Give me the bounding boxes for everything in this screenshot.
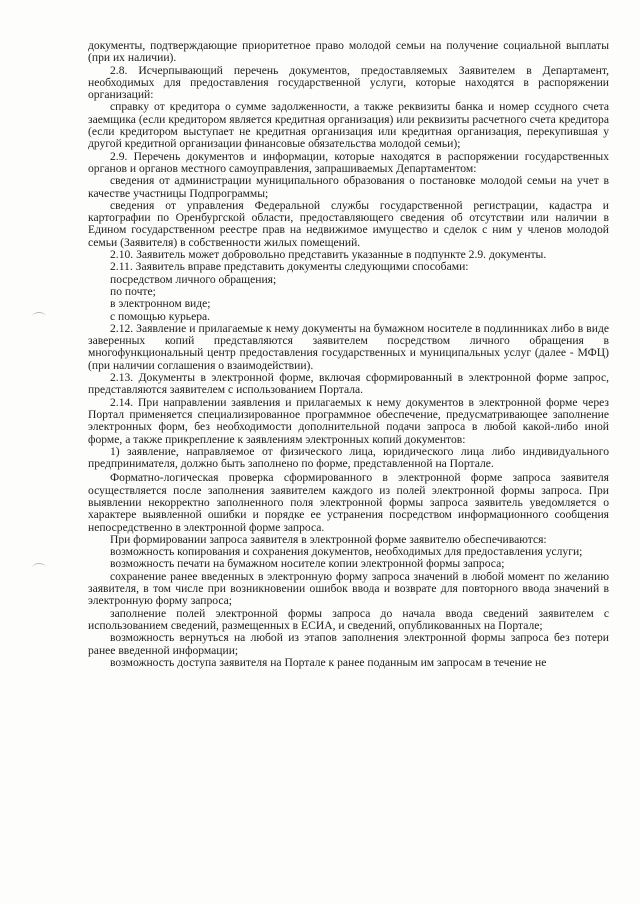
paragraph: возможность вернуться на любой из этапов заполнения электронной формы запроса без потери ранее введенной информации; [88,631,609,657]
paragraph: возможность доступа заявителя на Портале к ранее поданным им запросам в течение не [110,655,547,669]
list-item: в электронном виде; [110,297,211,311]
paragraph: При формировании запроса заявителя в электронной форме заявителю обеспечиваются: [110,532,547,546]
paragraph: возможность копирования и сохранения документов, необходимых для предоставления услуги; [110,545,583,559]
paragraph: сведения от управления Федеральной службы государственной регистрации, кадастра и картографии по Оренбургской области, предоставляющего сведения об отсутствии или наличии в Едином государственном реестре прав на недвижимое имущество и сделок с ним у членов молодой семьи (Заявителя) в собственности жилых помещений. [88,198,609,249]
paragraph: 1) заявление, направляемое от физического лица, юридического лица либо индивидуального предпринимателя, должно быть заполнено по форме, представленной на Портале. [88,444,609,471]
paragraph: 2.8. Исчерпывающий перечень документов, предоставляемых Заявителем в Департамент, необходимых для предоставления государственной услуги, которые находятся в распоряжении организаций: [88,63,609,102]
paragraph: заполнение полей электронной формы запроса до начала ввода сведений заявителем с использованием сведений, размещенных в ЕСИА, и сведений, опубликованных на Портале; [88,606,609,632]
paragraph: 2.11. Заявитель вправе представить документы следующими способами: [110,260,469,274]
paragraph: сведения от администрации муниципального образования о постановке молодой семьи на учет в качестве участницы Подпрограммы; [88,174,609,200]
list-item: по почте; [110,284,156,298]
paragraph: возможность печати на бумажном носителе копии электронной формы запроса; [110,557,505,571]
scan-mark [32,563,46,572]
scan-mark [32,312,46,321]
paragraph: 2.13. Документы в электронной форме, включая сформированный в электронной форме запрос, представляются заявителем с использованием Портала. [88,371,609,397]
paragraph: справку от кредитора о сумме задолженности, а также реквизиты банка и номер ссудного счета заемщика (если кредитором является кредитная организация) или реквизиты расчетного счета кредитора (если кредитором выступает не кредитная организация или кредитная организация, перекупившая у другой кредитной организации финансовые обязательства молодой семьи); [88,100,609,151]
list-item: посредством личного обращения; [110,272,277,286]
paragraph: 2.14. При направлении заявления и прилагаемых к нему документов в электронной форме через Портал применяется специализированное программное обеспечение, предусматривающее заполнение электронных форм, без необходимости дополнительной подачи запроса в любой какой-либо иной форме, а также прикрепление к заявлениям электронных копий документов: [88,395,609,446]
paragraph: 2.12. Заявление и прилагаемые к нему документы на бумажном носителе в подлинниках либо в виде заверенных копий представляются заявителем посредством личного обращения в многофункциональный центр предоставления государственных и муниципальных услуг (далее - МФЦ) (при наличии соглашения о взаимодействии). [88,321,609,372]
document-body [88,40,609,669]
paragraph: сохранение ранее введенных в электронную форму запроса значений в любой момент по желанию заявителя, в том числе при возникновении ошибок ввода и возврате для повторного ввода значений в электронную форму запроса; [88,569,609,608]
paragraph: Форматно-логическая проверка сформированного в электронной форме запроса заявителя осуществляется после заполнения заявителем каждого из полей электронной формы запроса. При выявлении некорректно заполненного поля электронной формы запроса заявитель уведомляется о характере выявленной ошибки и порядке ее устранения посредством информационного сообщения непосредственно в электронной форме запроса. [88,471,609,534]
list-item: с помощью курьера. [110,309,211,323]
paragraph: 2.10. Заявитель может добровольно представить указанные в подпункте 2.9. документы. [110,248,547,262]
paragraph: документы, подтверждающие приоритетное право молодой семьи на получение социальной выплаты (при их наличии). [88,39,609,65]
paragraph: 2.9. Перечень документов и информации, которые находятся в распоряжении государственных органов и органов местного самоуправления, запрашиваемых Департаментом: [88,149,609,175]
